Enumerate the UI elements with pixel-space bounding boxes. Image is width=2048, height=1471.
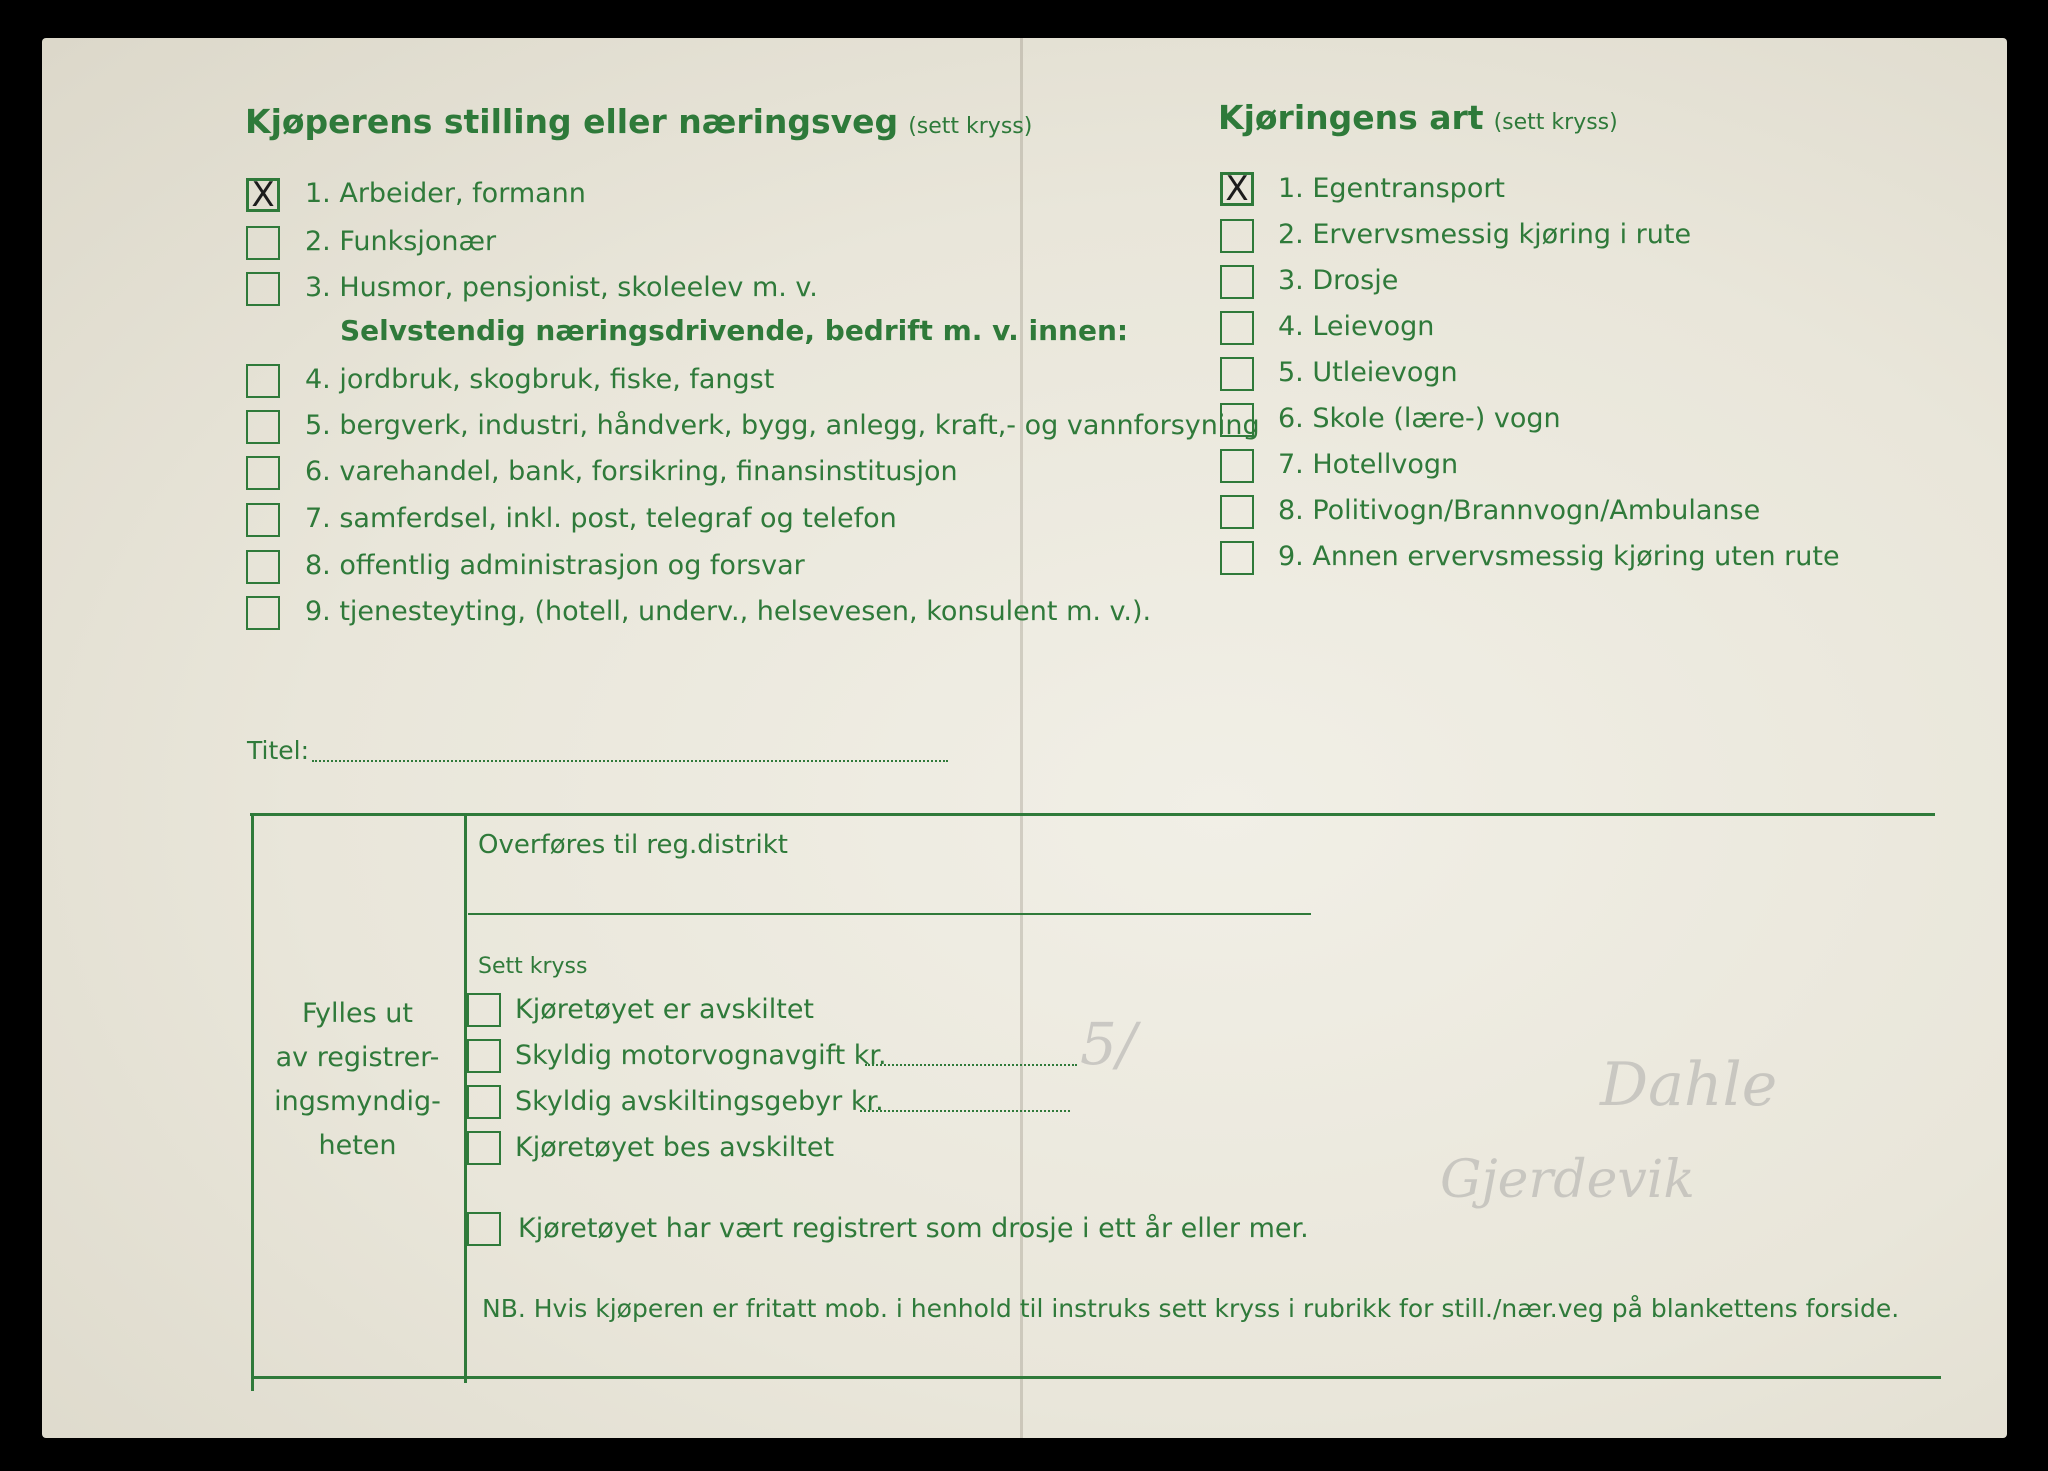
registry-authority-label [255, 992, 460, 1168]
handwritten-scribble-1: Dahle [1600, 1050, 1778, 1120]
occupation-checkbox-8[interactable] [246, 550, 280, 584]
registry-checkbox-2[interactable] [467, 1039, 501, 1073]
occupation-label-6: 6. varehandel, bank, forsikring, finansinstitusjon [305, 456, 958, 487]
transfer-district-label: Overføres til reg.distrikt [478, 830, 788, 860]
registry-authority-line-3: ingsmyndig- [274, 1086, 441, 1117]
occupation-label-2: 2. Funksjonær [305, 226, 497, 257]
driving-label-5: 5. Utleievogn [1278, 357, 1458, 388]
driving-type-heading-text: Kjøringens art [1218, 98, 1484, 137]
title-label: Titel: [247, 736, 309, 765]
occupation-checkbox-9[interactable] [246, 596, 280, 630]
occupation-label-9: 9. tjenesteyting, (hotell, underv., helsevesen, konsulent m. v.). [305, 596, 1152, 627]
registry-checkbox-4[interactable] [467, 1131, 501, 1165]
driving-type-heading [1218, 98, 1618, 137]
driving-checkbox-7[interactable] [1220, 449, 1254, 483]
occupation-checkbox-1[interactable] [246, 175, 280, 215]
occupation-label-3: 3. Husmor, pensjonist, skoleelev m. v. [305, 272, 818, 303]
registry-label-3: Skyldig avskiltingsgebyr kr. [515, 1086, 884, 1117]
buyer-occupation-hint: (sett kryss) [908, 114, 1033, 139]
driving-checkbox-8[interactable] [1220, 495, 1254, 529]
occupation-label-8: 8. offentlig administrasjon og forsvar [305, 550, 805, 581]
registry-checkbox-3[interactable] [467, 1085, 501, 1119]
registry-box-bottom-line [251, 1376, 1941, 1379]
driving-label-3: 3. Drosje [1278, 265, 1399, 296]
registry-label-2: Skyldig motorvognavgift kr. [515, 1040, 887, 1071]
occupation-label-5: 5. bergverk, industri, håndverk, bygg, anlegg, kraft,- og vannforsyning [305, 410, 1260, 441]
occupation-checkbox-7[interactable] [246, 503, 280, 537]
driving-checkbox-3[interactable] [1220, 265, 1254, 299]
occupation-label-7: 7. samferdsel, inkl. post, telegraf og telefon [305, 503, 897, 534]
driving-label-2: 2. Ervervsmessig kjøring i rute [1278, 219, 1692, 250]
driving-checkbox-1[interactable] [1220, 169, 1254, 209]
driving-label-1: 1. Egentransport [1278, 173, 1506, 204]
registry-label-1: Kjøretøyet er avskiltet [515, 994, 815, 1025]
title-input-line[interactable] [312, 760, 948, 762]
driving-type-hint: (sett kryss) [1493, 110, 1618, 135]
check-mark: X [251, 175, 275, 215]
driving-checkbox-2[interactable] [1220, 219, 1254, 253]
driving-label-8: 8. Politivogn/Brannvogn/Ambulanse [1278, 495, 1761, 526]
registry-checkbox-5[interactable] [467, 1212, 501, 1246]
registry-authority-line-1: Fylles ut [302, 998, 413, 1029]
occupation-checkbox-4[interactable] [246, 364, 280, 398]
motor-fee-amount-line[interactable] [865, 1064, 1077, 1066]
transfer-district-line[interactable] [468, 913, 1311, 915]
occupation-checkbox-6[interactable] [246, 456, 280, 490]
registry-note: NB. Hvis kjøperen er fritatt mob. i henhold til instruks sett kryss i rubrikk for still./nær.veg på blankettens forside. [482, 1294, 1900, 1323]
registry-authority-line-2: av registrer- [275, 1042, 440, 1073]
driving-checkbox-5[interactable] [1220, 357, 1254, 391]
plate-fee-amount-line[interactable] [860, 1110, 1070, 1112]
driving-label-7: 7. Hotellvogn [1278, 449, 1459, 480]
driving-label-9: 9. Annen ervervsmessig kjøring uten rute [1278, 541, 1840, 572]
registry-authority-line-4: heten [318, 1130, 397, 1161]
driving-checkbox-9[interactable] [1220, 541, 1254, 575]
buyer-occupation-heading [245, 102, 1032, 141]
occupation-checkbox-5[interactable] [246, 410, 280, 444]
self-employed-subheading: Selvstendig næringsdrivende, bedrift m. v. innen: [340, 314, 1129, 347]
handwritten-date: 5/ [1080, 1010, 1137, 1078]
buyer-occupation-heading-text: Kjøperens stilling eller næringsveg [245, 102, 899, 141]
driving-label-4: 4. Leievogn [1278, 311, 1435, 342]
occupation-label-1: 1. Arbeider, formann [305, 178, 586, 209]
occupation-label-4: 4. jordbruk, skogbruk, fiske, fangst [305, 364, 775, 395]
driving-checkbox-6[interactable] [1220, 403, 1254, 437]
check-mark: X [1225, 169, 1249, 209]
occupation-checkbox-3[interactable] [246, 272, 280, 306]
driving-label-6: 6. Skole (lære-) vogn [1278, 403, 1561, 434]
registry-hint: Sett kryss [478, 954, 588, 979]
registry-label-5: Kjøretøyet har vært registrert som drosje i ett år eller mer. [518, 1213, 1309, 1244]
registry-box-left-line [251, 813, 254, 1391]
registry-checkbox-1[interactable] [467, 993, 501, 1027]
registry-label-4: Kjøretøyet bes avskiltet [515, 1132, 835, 1163]
handwritten-scribble-2: Gjerdevik [1440, 1150, 1695, 1210]
registry-box-top-line [250, 813, 1935, 816]
occupation-checkbox-2[interactable] [246, 226, 280, 260]
driving-checkbox-4[interactable] [1220, 311, 1254, 345]
